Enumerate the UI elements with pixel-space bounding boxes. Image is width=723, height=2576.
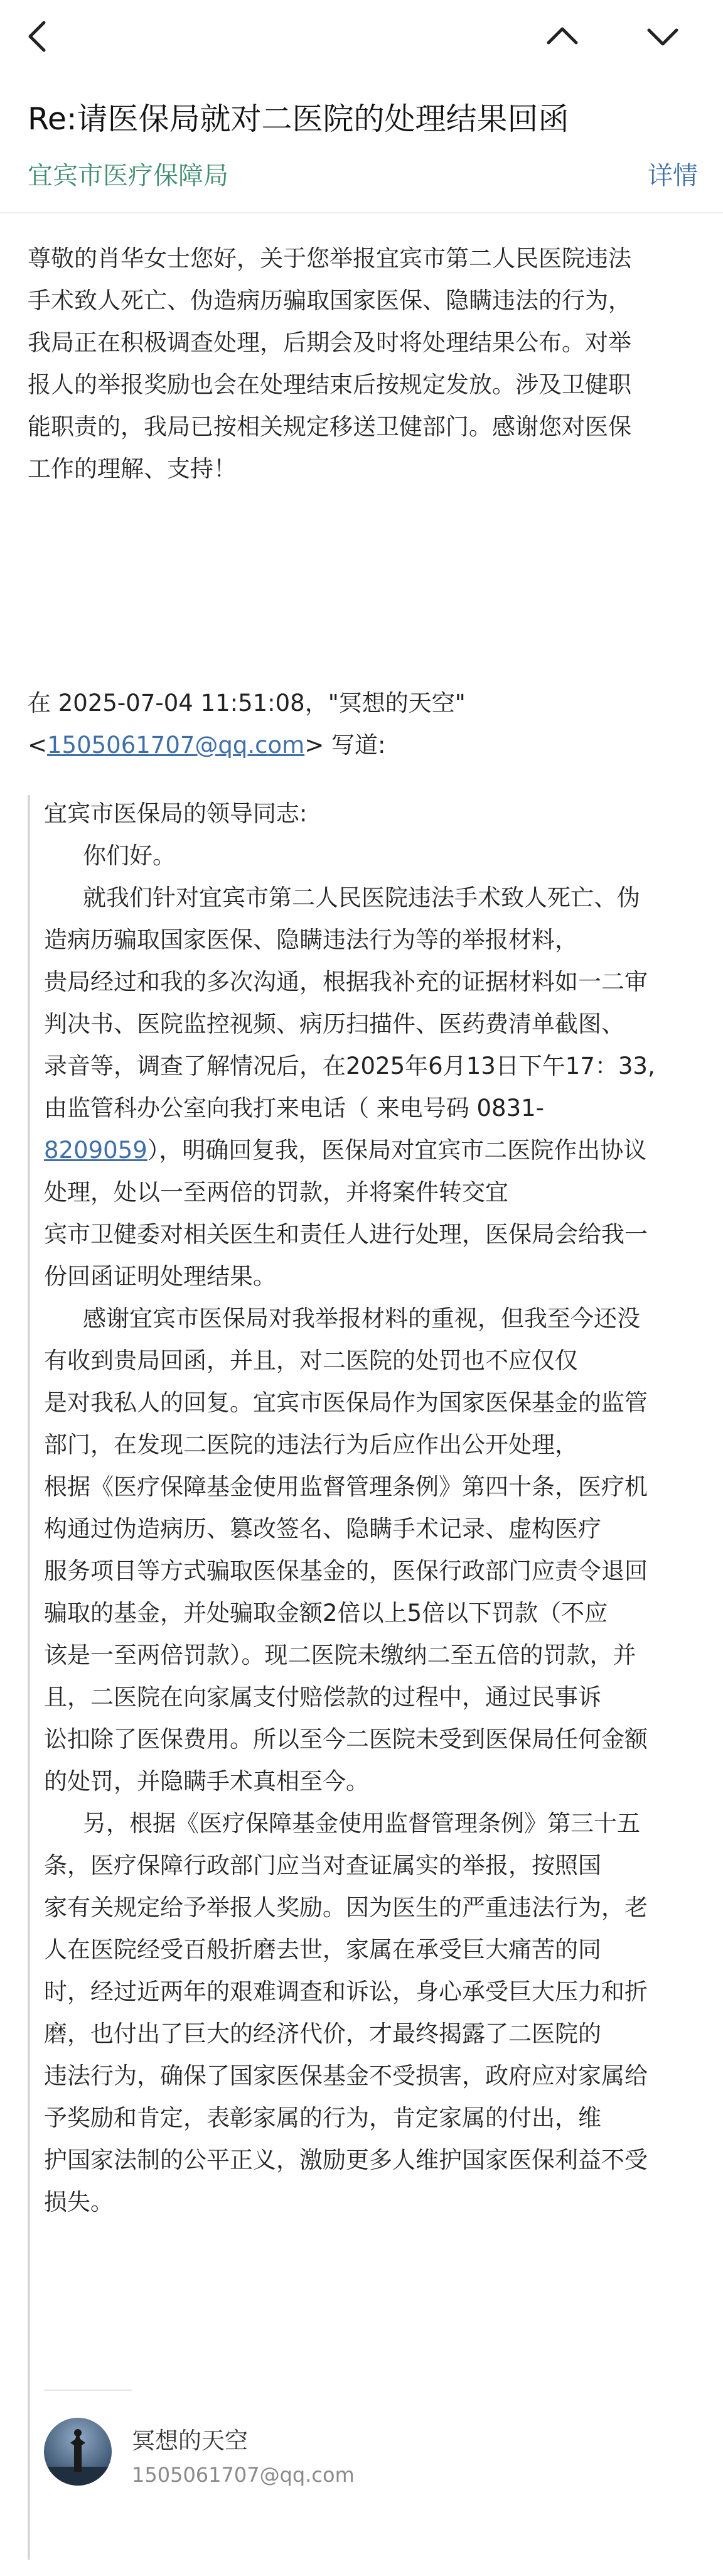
quoted-line: 该是一至两倍罚款）。现二医院未缴纳二至五倍的罚款，并 [44, 1642, 636, 1669]
quoted-line: 的处罚，并隐瞒手术真相至今。 [44, 1768, 369, 1795]
sender-name[interactable]: 宜宾市医疗保障局 [28, 161, 228, 190]
quote-header-prefix: < [28, 732, 48, 759]
reply-line: 手术致人死亡、伪造病历骗取国家医保、隐瞒违法的行为， [28, 287, 631, 314]
quoted-text: ），明确回复我，医保局对宜宾市二医院作出协议 [147, 1137, 647, 1164]
quoted-line: 家有关规定给予举报人奖励。因为医生的严重违法行为，老 [44, 1894, 648, 1921]
reply-line: 我局正在积极调查处理，后期会及时将处理结果公布。对举 [28, 329, 631, 356]
quoted-line: 造病历骗取国家医保、隐瞒违法行为等的举报材料， [44, 926, 578, 953]
quoted-salutation: 宜宾市医保局的领导同志: [44, 800, 308, 827]
quoted-line: 违法行为，确保了国家医保基金不受损害，政府应对家属给 [44, 2062, 648, 2089]
quoted-line: 有收到贵局回函，并且，对二医院的处罚也不应仅仅 [44, 1347, 578, 1374]
quoted-line: 贵局经过和我的多次沟通，根据我补充的证据材料如一二审 [44, 968, 648, 995]
email-subject: Re:请医保局就对二医院的处理结果回函 [28, 101, 569, 137]
quoted-line: 判决书、医院监控视频、病历扫描件、医药费清单截图、 [44, 1010, 624, 1037]
reply-line: 报人的举报奖励也会在处理结束后按规定发放。涉及卫健职 [28, 371, 631, 398]
quoted-line: 予奖励和肯定，表彰家属的行为，肯定家属的付出，维 [44, 2104, 601, 2131]
quoted-line: 由监管科办公室向我打来电话（ 来电号码 0831- [44, 1095, 545, 1122]
reply-line: 能职责的，我局已按相关规定移送卫健部门。感谢您对医保 [28, 413, 631, 440]
quoted-line: 且，二医院在向家属支付赔偿款的过程中，通过民事诉 [44, 1684, 601, 1711]
phone-link[interactable]: 8209059 [44, 1137, 147, 1164]
quoted-line: 人在医院经受百般折磨去世，家属在承受巨大痛苦的同 [44, 1936, 601, 1963]
quoted-line [44, 1129, 703, 1171]
quoted-line: 感谢宜宾市医保局对我举报材料的重视，但我至今还没 [83, 1305, 640, 1332]
quoted-line: 磨，也付出了巨大的经济代价，才最终揭露了二医院的 [44, 2020, 601, 2047]
quote-header-line: 在 2025-07-04 11:51:08，"冥想的天空" [28, 690, 466, 717]
quoted-line: 损失。 [44, 2189, 114, 2216]
chevron-left-icon[interactable] [16, 14, 62, 59]
quoted-line: 根据《医疗保障基金使用监督管理条例》第四十条，医疗机 [44, 1473, 648, 1500]
chevron-up-icon[interactable] [540, 14, 585, 59]
reply-line: 尊敬的肖华女士您好，关于您举报宜宾市第二人民医院违法 [28, 245, 631, 272]
quoted-line: 条，医疗保障行政部门应当对查证属实的举报，按照国 [44, 1852, 601, 1879]
quoted-line: 构通过伪造病历、篡改签名、隐瞒手术记录、虚构医疗 [44, 1515, 601, 1542]
avatar-statue-icon[interactable] [44, 2418, 112, 2486]
quoted-line: 骗取的基金，并处骗取金额2倍以上5倍以下罚款（不应 [44, 1599, 608, 1626]
quoted-line: 讼扣除了医保费用。所以至今二医院未受到医保局任何金额 [44, 1726, 648, 1753]
chevron-down-icon[interactable] [640, 14, 685, 59]
reply-body [28, 237, 699, 490]
header-divider [0, 212, 723, 214]
quoted-greeting: 你们好。 [83, 842, 176, 869]
quoted-line: 就我们针对宜宾市第二人民医院违法手术致人死亡、伪 [83, 884, 640, 911]
reply-line: 工作的理解、支持！ [28, 455, 237, 482]
top-bar [0, 0, 723, 70]
quoted-line: 份回函证明处理结果。 [44, 1263, 276, 1290]
quoted-line: 是对我私人的回复。宜宾市医保局作为国家医保基金的监管 [44, 1389, 648, 1416]
signature-name: 冥想的天空 [132, 2427, 248, 2454]
quote-header-line [28, 724, 699, 766]
quoted-line: 另，根据《医疗保障基金使用监督管理条例》第三十五 [83, 1810, 640, 1837]
quoted-line: 录音等，调查了解情况后，在2025年6月13日下午17：33, [44, 1053, 655, 1080]
quoted-line: 服务项目等方式骗取医保基金的，医保行政部门应责令退回 [44, 1557, 648, 1584]
quoted-line: 部门，在发现二医院的违法行为后应作出公开处理， [44, 1431, 578, 1458]
quoted-line: 处理，处以一至两倍的罚款，并将案件转交宜 [44, 1179, 508, 1206]
quoted-message [44, 793, 703, 2223]
quote-bar [28, 795, 30, 2560]
quoted-line: 护国家法制的公平正义，激励更多人维护国家医保利益不受 [44, 2146, 648, 2173]
details-link[interactable]: 详情 [648, 161, 698, 190]
signature-divider [44, 2389, 132, 2391]
quote-header-suffix: > 写道: [304, 732, 386, 759]
quote-header [28, 682, 699, 766]
signature-email: 1505061707@qq.com [132, 2463, 355, 2487]
quoted-line: 时，经过近两年的艰难调查和诉讼，身心承受巨大压力和折 [44, 1978, 648, 2005]
quote-email-link[interactable]: 1505061707@qq.com [47, 732, 305, 759]
quoted-line: 宾市卫健委对相关医生和责任人进行处理，医保局会给我一 [44, 1221, 648, 1248]
